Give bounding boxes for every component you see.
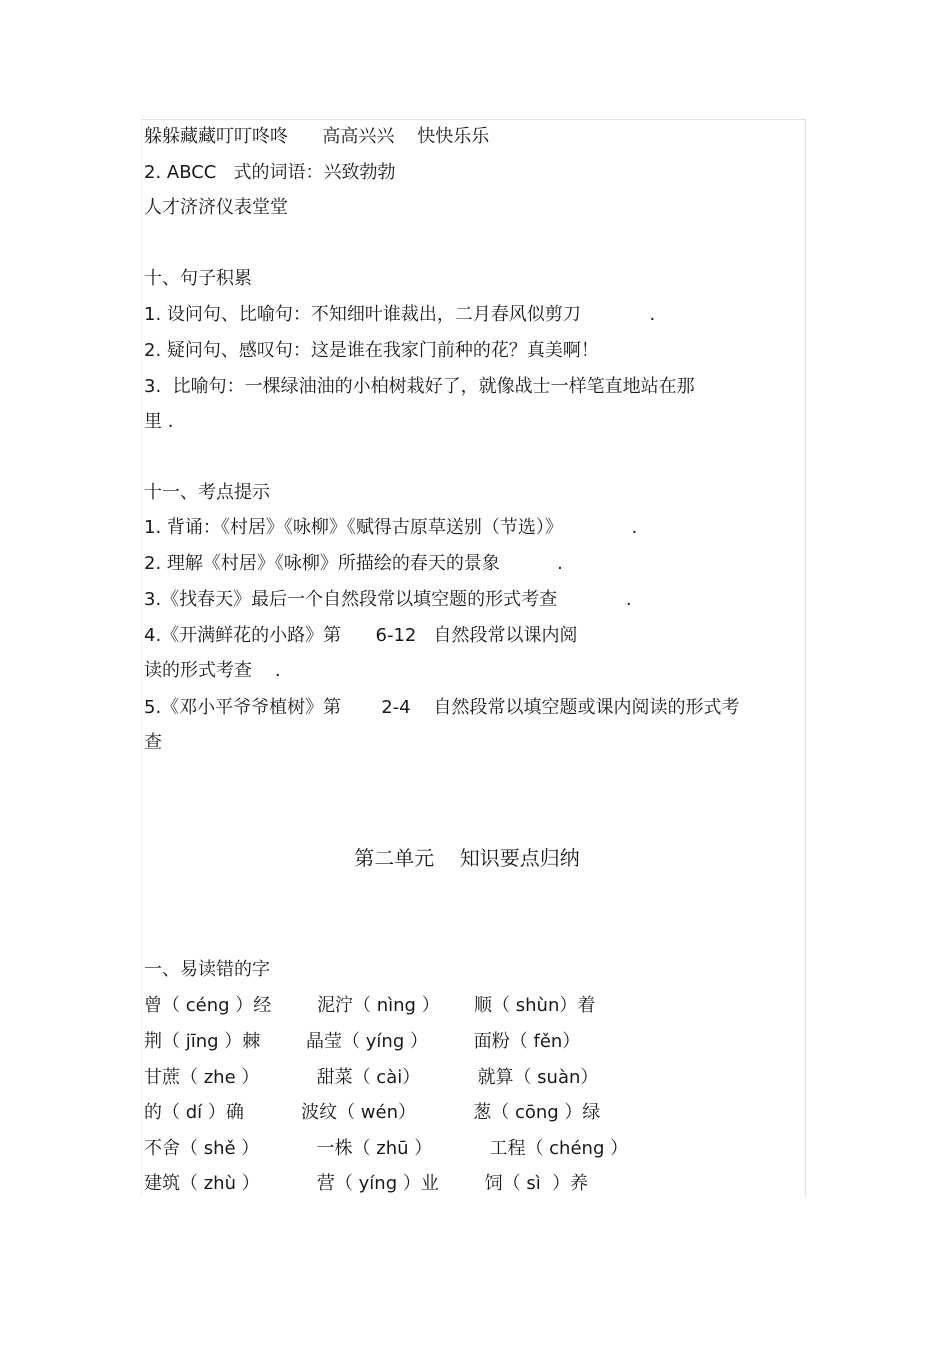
heading-misread-characters: 一、易读错的字 [144,959,270,980]
line-sentence-1: 1. 设问句、比喻句：不知细叶谁裁出，二月春风似剪刀 . [144,304,656,325]
line-sentence-2: 2. 疑问句、感叹句：这是谁在我家门前种的花？真美啊！ [144,340,599,361]
line-abcc-words-cont: 人才济济仪表堂堂 [144,197,288,218]
line-sentence-3: 3. 比喻句：一棵绿油油的小柏树栽好了，就像战士一样笔直地站在那 [144,376,695,397]
heading-exam-tips: 十一、考点提示 [144,482,270,503]
pinyin-row-6: 建筑（ zhù ） 营（ yíng ）业 饲（ sì ）养 [144,1173,589,1194]
line-tip-4: 4.《开满鲜花的小路》第 6-12 自然段常以课内阅 [144,625,578,646]
line-abcc-words: 2. ABCC 式的词语：兴致勃勃 [144,162,396,183]
pinyin-row-5: 不舍（ shě ） 一株（ zhū ） 工程（ chéng ） [144,1138,629,1159]
pinyin-row-3: 甘蔗（ zhe ） 甜菜（ cài） 就算（ suàn） [144,1067,599,1088]
line-tip-5-cont: 查 [144,732,162,753]
line-tip-1: 1. 背诵：《村居》《咏柳》《赋得古原草送别（节选）》 . [144,517,638,538]
line-sentence-3-cont: 里 . [144,411,174,432]
pinyin-row-2: 荆（ jīng ）棘 晶莹（ yíng ） 面粉（ fěn） [144,1031,581,1052]
pinyin-row-1: 曾（ céng ）经 泥泞（ nìng ） 顺（ shùn）着 [144,995,596,1016]
line-tip-5: 5.《邓小平爷爷植树》第 2-4 自然段常以填空题或课内阅读的形式考 [144,697,740,718]
line-tip-2: 2. 理解《村居》《咏柳》所描绘的春天的景象 . [144,553,563,574]
pinyin-row-4: 的（ dí ）确 波纹（ wén） 葱（ cōng ）绿 [144,1102,601,1123]
heading-sentence-accumulation: 十、句子积累 [144,268,252,289]
line-tip-3: 3.《找春天》最后一个自然段常以填空题的形式考查 . [144,589,632,610]
unit-title: 第二单元 知识要点归纳 [354,846,580,870]
line-tip-4-cont: 读的形式考查 . [144,660,281,681]
line-reduplicated-words: 躲躲藏藏叮叮咚咚 高高兴兴 快快乐乐 [144,126,490,147]
